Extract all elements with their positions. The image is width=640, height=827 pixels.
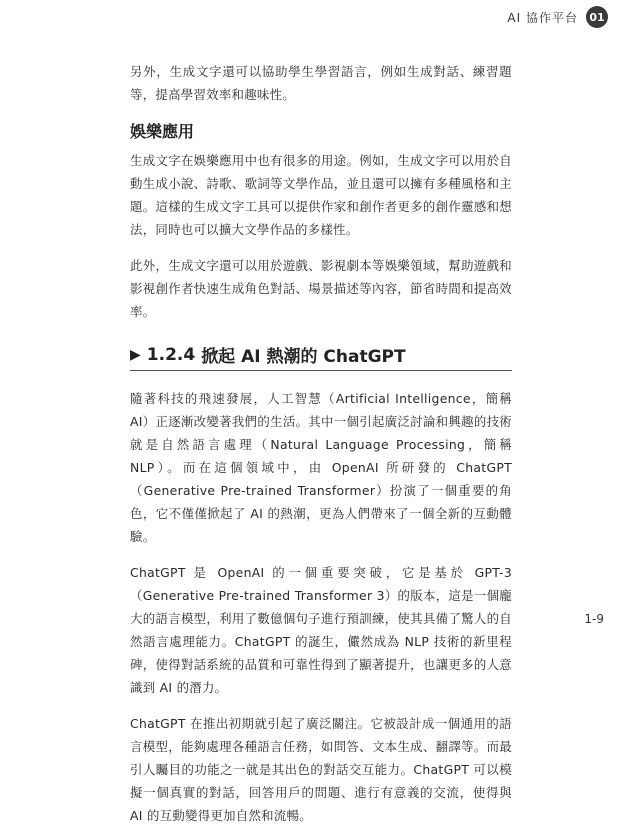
page-body [130, 60, 512, 827]
paragraph: 隨著科技的飛速發展，人工智慧（Artificial Intelligence，簡稱 AI）正逐漸改變著我們的生活。其中一個引起廣泛討論和興趣的技術就是自然語言處理（Natural Language Processing，簡稱 NLP）。而在這個領域中，由 OpenAI 所研發的 ChatGPT（Generative Pre-trained Transformer）扮演了一個重要的角色，它不僅僅掀起了 AI 的熱潮，更為人們帶來了一個全新的互動體驗。 [130, 391, 512, 544]
paragraph: 另外，生成文字還可以協助學生學習語言，例如生成對話、練習題等，提高學習效率和趣味性。 [130, 64, 512, 102]
running-header [507, 6, 608, 28]
chapter-badge: 01 [586, 6, 608, 28]
paragraph: 此外，生成文字還可以用於遊戲、影視劇本等娛樂領域，幫助遊戲和影視創作者快速生成角色對話、場景描述等內容，節省時間和提高效率。 [130, 258, 512, 319]
section-number: 1.2.4 [146, 344, 196, 365]
section-arrow-icon: ▶ [130, 346, 141, 363]
paragraph: ChatGPT 是 OpenAI 的一個重要突破，它是基於 GPT-3（Generative Pre-trained Transformer 3）的版本，這是一個龐大的語言模型，利用了數億個句子進行預訓練，使其具備了驚人的自然語言處理能力。ChatGPT 的誕生，儼然成為 NLP 技術的新里程碑，使得對話系統的品質和可靠性得到了顯著提升，也讓更多的人意識到 AI 的潛力。 [130, 565, 512, 695]
page-number: 1-9 [584, 612, 604, 626]
paragraph: ChatGPT 在推出初期就引起了廣泛關注。它被設計成一個通用的語言模型，能夠處理各種語言任務，如問答、文本生成、翻譯等。而最引人矚目的功能之一就是其出色的對話交互能力。ChatGPT 可以模擬一個真實的對話，回答用戶的問題、進行有意義的交流，使得與 AI 的互動變得更加自然和流暢。 [130, 716, 512, 823]
subheading-entertainment: 娛樂應用 [130, 122, 195, 141]
section-title: 掀起 AI 熱潮的 ChatGPT [201, 347, 406, 367]
header-title: AI 協作平台 [507, 10, 578, 25]
section-heading [130, 342, 512, 371]
paragraph: 生成文字在娛樂應用中也有很多的用途。例如，生成文字可以用於自動生成小說、詩歌、歌詞等文學作品，並且還可以擁有多種風格和主題。這樣的生成文字工具可以提供作家和創作者更多的創作靈感和想法，同時也可以擴大文學作品的多樣性。 [130, 153, 512, 237]
